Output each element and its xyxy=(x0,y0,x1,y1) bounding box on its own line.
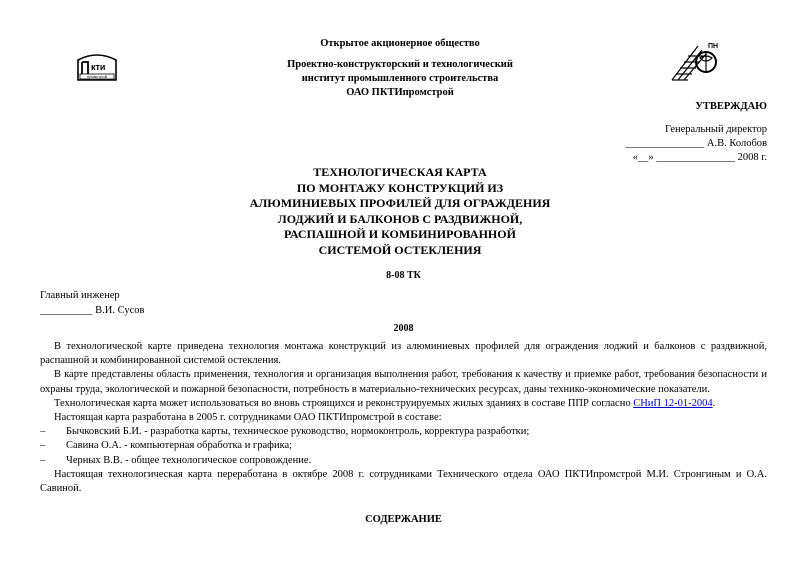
approval-date: «__» _______________ 2008 г. xyxy=(632,152,767,163)
title-line-5: РАСПАШНОЙ И КОМБИНИРОВАННОЙ xyxy=(284,227,516,241)
usage-text: Технологическая карта может использоваться во вновь строящихся и реконструируемых жилых зданиях в составе ППР согласно xyxy=(54,397,634,409)
title-line-4: ЛОДЖИЙ И БАЛКОНОВ С РАЗДВИЖНОЙ, xyxy=(277,211,523,226)
approval-block xyxy=(626,123,767,165)
list-item xyxy=(40,454,767,468)
paragraph-usage xyxy=(40,397,767,411)
paragraph-intro: В технологической карте приведена технология монтажа конструкций из алюминиевых профилей для ограждения лоджий и балконов с раздвижной, распашной и комбинированной системой остекления. xyxy=(40,341,767,367)
title-line-6: СИСТЕМОЙ ОСТЕКЛЕНИЯ xyxy=(318,242,482,257)
organization-type xyxy=(230,37,570,51)
list-item xyxy=(40,439,767,453)
document-code: 8-08 ТК xyxy=(386,270,421,281)
list-dash: – xyxy=(40,426,46,438)
snip-link[interactable]: СНиП 12-01-2004 xyxy=(633,397,713,409)
paragraph-authors: Настоящая карта разработана в 2005 г. сотрудниками ОАО ПКТИпромстрой в составе: xyxy=(54,412,442,424)
document-title xyxy=(200,165,600,258)
list-item-text: Бычковский Б.И. - разработка карты, техническое руководство, нормоконтроль, корректура разработки; xyxy=(66,426,530,438)
list-item-text: Черных В.В. - общее технологическое сопровождение. xyxy=(66,454,312,466)
list-item xyxy=(40,425,767,439)
org-line-3: институт промышленного строительства xyxy=(301,73,499,84)
engineer-block xyxy=(40,288,144,318)
director-position: Генеральный директор xyxy=(665,124,767,135)
director-signature: _______________ А.В. Колобов xyxy=(625,138,767,149)
engineer-signature: __________ В.И. Сусов xyxy=(40,305,145,316)
institute-emblem-logo xyxy=(668,36,722,86)
logo-right-text: ПН xyxy=(708,43,719,50)
usage-text-end: . xyxy=(712,397,716,409)
org-line-2: Проектно-конструкторский и технологический xyxy=(287,59,513,70)
paragraph-revision: Настоящая технологическая карта переработана в октябре 2008 г. сотрудниками Технического отдела ОАО ПКТИпромстрой М.И. Стронгиным и О.А. Савиной. xyxy=(40,468,767,495)
document-body xyxy=(40,340,767,496)
paragraph-scope: В карте представлены область применения, технология и организация выполнения работ, требования к качеству и приемке работ, требования безопасности и охраны труда, экологической и пожарной безопасности, потребность в материально-технических ресурсах, даны технико-экономические показатели. xyxy=(40,369,767,395)
org-line-4: ОАО ПКТИпромстрой xyxy=(346,87,454,98)
pkti-logo xyxy=(76,52,118,82)
list-dash: – xyxy=(40,440,46,452)
logo-left-text-bottom: промстрой xyxy=(87,74,107,80)
organization-name xyxy=(230,58,570,100)
title-line-2: ПО МОНТАЖУ КОНСТРУКЦИЙ ИЗ xyxy=(296,180,504,195)
approval-heading: УТВЕРЖДАЮ xyxy=(695,101,767,112)
title-line-1: ТЕХНОЛОГИЧЕСКАЯ КАРТА xyxy=(313,165,487,179)
contents-heading: СОДЕРЖАНИЕ xyxy=(365,514,442,525)
org-line-1: Открытое акционерное общество xyxy=(320,38,480,49)
document-year: 2008 xyxy=(393,323,414,334)
list-dash: – xyxy=(40,454,46,466)
engineer-position: Главный инженер xyxy=(40,290,120,301)
list-item-text: Савина О.А. - компьютерная обработка и графика; xyxy=(66,440,293,452)
logo-left-text-top: кти xyxy=(91,62,106,72)
title-line-3: АЛЮМИНИЕВЫХ ПРОФИЛЕЙ ДЛЯ ОГРАЖДЕНИЯ xyxy=(249,196,551,210)
